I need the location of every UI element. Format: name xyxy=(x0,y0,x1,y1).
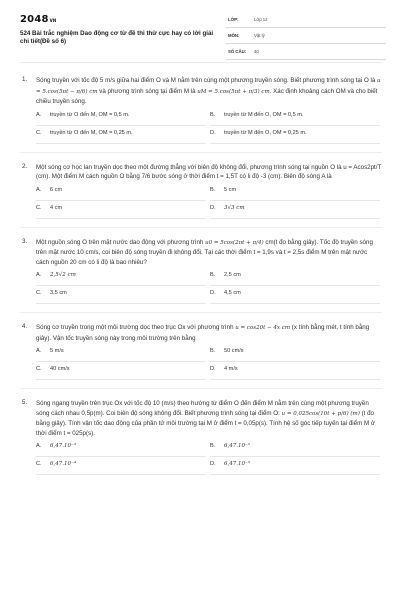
question-3 xyxy=(20,238,382,309)
formula: u = cos20t − 4x cm xyxy=(235,325,291,331)
option-c[interactable]: C. 40 cm/s xyxy=(36,366,206,380)
question-4 xyxy=(20,323,382,384)
options xyxy=(36,272,382,308)
option-a[interactable]: A. 5 m/s xyxy=(36,348,206,362)
question-number: 1. xyxy=(22,76,28,83)
question-text: Sóng ngang truyền trên trục Ox với tốc độ 10 (m/s) theo hướng từ điểm O đến điểm M nằm trên cùng một phương truyền sóng cách nhau 0,5p(m). Coi biên độ sóng không đổi. Biết phương trình sóng tại điểm O: u = 0,025cos(10t + p/6) (m) (t đo bằng giây). Tính vận tốc dao động của phần tử môi trường tại M ở điểm t = 0,05p(s). Tính hệ số góc tiếp tuyến tại điểm M ở thời điểm t = 025p(s). xyxy=(36,400,375,437)
question-1 xyxy=(20,76,382,148)
meta-panel xyxy=(226,14,386,62)
question-text: Một sóng cơ học lan truyền dọc theo một đường thẳng với biên độ không đổi, phương trình sóng tại nguồn O là u = Acos2pt/T (cm). Một điểm M cách nguồn O bằng 7/6 bước sóng ở thời điểm t = 1,5T có li độ -3 (cm). Biên độ sóng A là xyxy=(36,163,382,180)
option-b[interactable]: B. 2,5 cm xyxy=(210,272,380,286)
option-a[interactable]: A. truyền từ O đến M, OM = 0,5 m. xyxy=(36,112,206,126)
option-d[interactable]: D. truyền từ M đến O, OM = 0,25 m. xyxy=(210,130,380,144)
question-text: Sóng cơ truyền trong một môi trường dọc theo trục Ox với phương trình u = cos20t − 4x cm (x tính bằng mét, t tính bằng giây). Vận tốc truyền sóng này trong môi trường trên bằng xyxy=(36,324,370,342)
divider xyxy=(20,312,382,313)
header xyxy=(0,0,400,60)
option-a[interactable]: A. 6,47.10⁻³ xyxy=(36,443,206,457)
logo-suffix: VN xyxy=(49,18,57,23)
option-d[interactable]: D. 6,47.10⁻⁵ xyxy=(210,461,380,475)
formula: u = 5.cos(5πt − π/6) cm xyxy=(36,78,381,95)
question-2 xyxy=(20,163,382,223)
option-a[interactable]: A. 2,5√2 cm xyxy=(36,272,206,286)
meta-row-count xyxy=(226,46,386,60)
option-c[interactable]: C. 3,5 cm xyxy=(36,290,206,304)
option-b[interactable]: B. 5 cm xyxy=(210,187,380,201)
meta-row-subject xyxy=(226,30,386,44)
meta-value: 40 xyxy=(254,49,259,54)
site-logo[interactable]: 2048VN xyxy=(20,14,57,25)
option-a[interactable]: A. 6 cm xyxy=(36,187,206,201)
formula: uM = 5.cos(5πt + π/3) cm xyxy=(197,88,270,95)
option-c[interactable]: C. truyền từ O đến M, OM = 0,25 m. xyxy=(36,130,206,144)
option-d[interactable]: D. 4 m/s xyxy=(210,366,380,380)
meta-value: Lớp 12 xyxy=(254,17,268,22)
formula: u0 = 5cos(2πt + π/4) xyxy=(205,239,264,246)
question-text: Một nguồn sóng O trên mặt nước dao động với phương trình u0 = 5cos(2πt + π/4) cm(t đo bằng giây). Tốc độ truyền sóng trên mặt nước 10 cm/s, coi biên độ sóng truyền đi không đổi. Tại các thời điểm t = 1,9s và t = 2,5s điểm M trên mặt nước cách nguồn 20 cm có li độ là bao nhiêu? xyxy=(36,238,373,266)
option-c[interactable]: C. 6,47.10⁻⁴ xyxy=(36,461,206,475)
option-b[interactable]: B. truyền từ M đến O, OM = 0,5 m. xyxy=(210,112,380,126)
question-text: Sóng truyền với tốc độ 5 m/s giữa hai điểm O và M nằm trên cùng một phương truyền sóng. Biết phương trình sóng tại O là u = 5.cos(5πt − π/6) cm và phương trình sóng tại điểm M là uM = 5.cos(5πt + π/3) cm. Xác định khoảng cách OM và cho biết chiều truyền sóng. xyxy=(36,77,381,105)
meta-row-class xyxy=(226,14,386,28)
meta-label: LỚP: xyxy=(228,17,239,22)
meta-value: Vật lý xyxy=(254,33,265,38)
options xyxy=(36,112,382,148)
meta-label: SỐ CÂU: xyxy=(228,49,247,54)
options xyxy=(36,443,382,479)
meta-label: MÔN: xyxy=(228,33,240,38)
options xyxy=(36,187,382,223)
question-5 xyxy=(20,399,382,479)
divider xyxy=(20,152,382,153)
question-list xyxy=(0,76,400,479)
question-number: 4. xyxy=(22,323,28,330)
option-b[interactable]: B. 50 cm/s xyxy=(210,348,380,362)
options xyxy=(36,348,382,384)
option-d[interactable]: D. 3√3 cm xyxy=(210,205,380,219)
option-b[interactable]: B. 6,47.10⁻² xyxy=(210,443,380,457)
question-number: 2. xyxy=(22,162,28,170)
page-title: 524 Bài trắc nghiệm Dao động cơ từ đề thi thử cực hay có lời giải chi tiết(Đề số 6) xyxy=(20,30,214,45)
header-divider xyxy=(20,62,382,63)
question-number: 3. xyxy=(22,237,28,245)
question-number: 5. xyxy=(22,399,28,406)
formula: u = 0,025cos(10t + p/6) (m) xyxy=(281,410,360,417)
option-c[interactable]: C. 4 cm xyxy=(36,205,206,219)
divider xyxy=(20,227,382,228)
option-d[interactable]: D. 4,5 cm xyxy=(210,290,380,304)
divider xyxy=(20,388,382,389)
